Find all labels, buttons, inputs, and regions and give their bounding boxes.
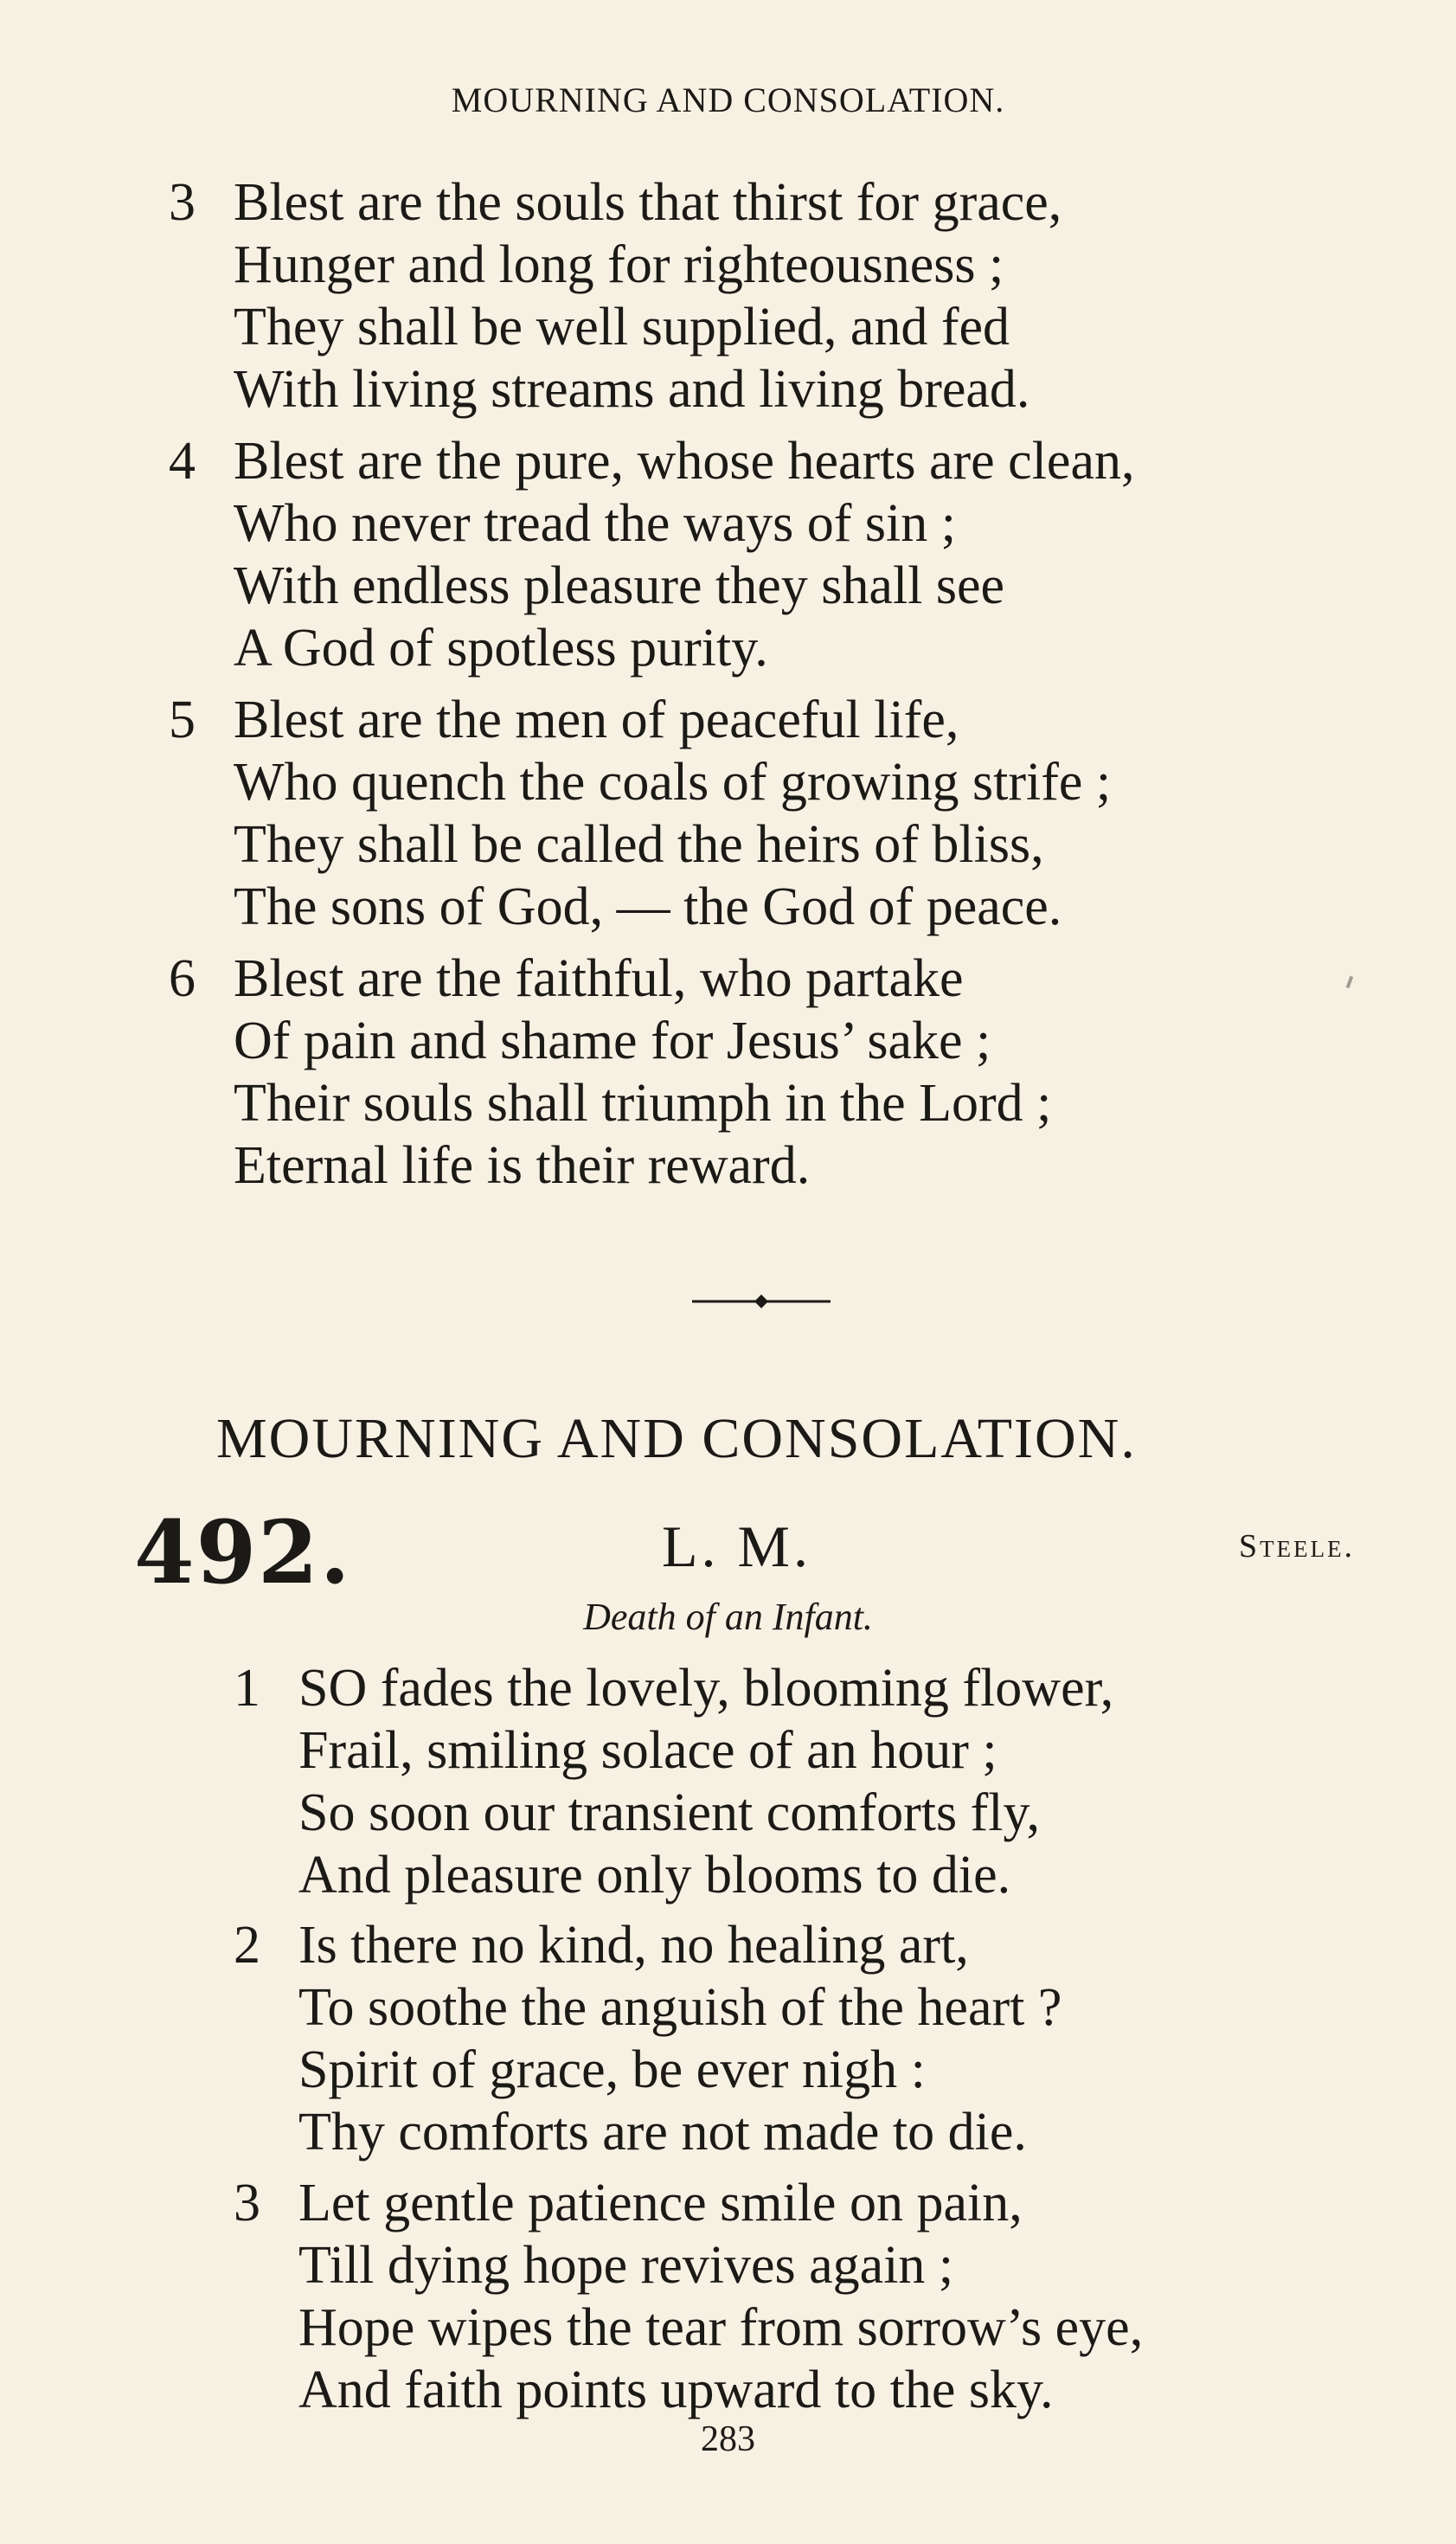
stanza-number: 3 <box>169 173 196 232</box>
verse-line: SO fades the lovely, blooming flower, <box>298 1659 1114 1718</box>
hymn-author: Steele. <box>1239 1528 1356 1564</box>
section-title: MOURNING AND CONSOLATION. <box>216 1407 1137 1470</box>
ornament-divider <box>692 1293 831 1310</box>
verse-line: Let gentle patience smile on pain, <box>298 2174 1023 2232</box>
hymn-number: 492. <box>134 1501 352 1603</box>
verse-line: Hope wipes the tear from sorrow’s eye, <box>298 2298 1144 2357</box>
verse-line: They shall be well supplied, and fed <box>234 298 1010 357</box>
verse-line: Hunger and long for righteousness ; <box>234 235 1004 294</box>
verse-line: A God of spotless purity. <box>234 619 768 678</box>
verse-line: Who quench the coals of growing strife ; <box>234 753 1112 812</box>
hymn-stanza-2 <box>234 1914 1062 2163</box>
verse-line: Blest are the pure, whose hearts are clean, <box>234 432 1135 491</box>
verse-line: And pleasure only blooms to die. <box>298 1846 1011 1905</box>
stanza-number: 6 <box>169 949 196 1008</box>
hymn-subtitle: Death of an Infant. <box>583 1596 873 1638</box>
verse-line: To soothe the anguish of the heart ? <box>298 1978 1062 2037</box>
verse-line: Who never tread the ways of sin ; <box>234 494 957 553</box>
running-head: MOURNING AND CONSOLATION. <box>451 80 1005 119</box>
verse-line: Eternal life is their reward. <box>234 1136 811 1195</box>
stanza-6 <box>169 948 1051 1197</box>
verse-line: The sons of God, — the God of peace. <box>234 877 1062 936</box>
hymn-stanza-1 <box>234 1657 1113 1906</box>
page-number: 283 <box>701 2419 755 2459</box>
verse-line: Their souls shall triumph in the Lord ; <box>234 1074 1052 1133</box>
verse-line: Frail, smiling solace of an hour ; <box>298 1721 997 1780</box>
verse-line: So soon our transient comforts fly, <box>298 1783 1040 1842</box>
verse-line: Blest are the men of peaceful life, <box>234 691 959 749</box>
verse-line: Till dying hope revives again ; <box>298 2236 954 2295</box>
verse-line: Blest are the souls that thirst for grace, <box>234 173 1062 232</box>
stanza-number: 2 <box>234 1916 260 1975</box>
stanza-number: 3 <box>234 2174 260 2232</box>
hymn-meter: L. M. <box>662 1513 811 1579</box>
ink-speck <box>1346 976 1354 989</box>
verse-line: And faith points upward to the sky. <box>298 2361 1054 2419</box>
verse-line: Blest are the faithful, who partake <box>234 949 964 1008</box>
verse-line: Thy comforts are not made to die. <box>298 2103 1027 2162</box>
verse-line: Of pain and shame for Jesus’ sake ; <box>234 1012 991 1070</box>
stanza-number: 1 <box>234 1659 260 1718</box>
stanza-5 <box>169 689 1111 938</box>
stanza-4 <box>169 430 1134 679</box>
verse-line: Is there no kind, no healing art, <box>298 1916 969 1975</box>
stanza-3 <box>169 171 1062 421</box>
stanza-number: 5 <box>169 691 196 749</box>
hymn-stanza-3 <box>234 2172 1143 2421</box>
stanza-number: 4 <box>169 432 196 491</box>
verse-line: With living streams and living bread. <box>234 360 1030 419</box>
verse-line: With endless pleasure they shall see <box>234 556 1005 615</box>
verse-line: Spirit of grace, be ever nigh : <box>298 2040 926 2099</box>
verse-line: They shall be called the heirs of bliss, <box>234 815 1044 874</box>
